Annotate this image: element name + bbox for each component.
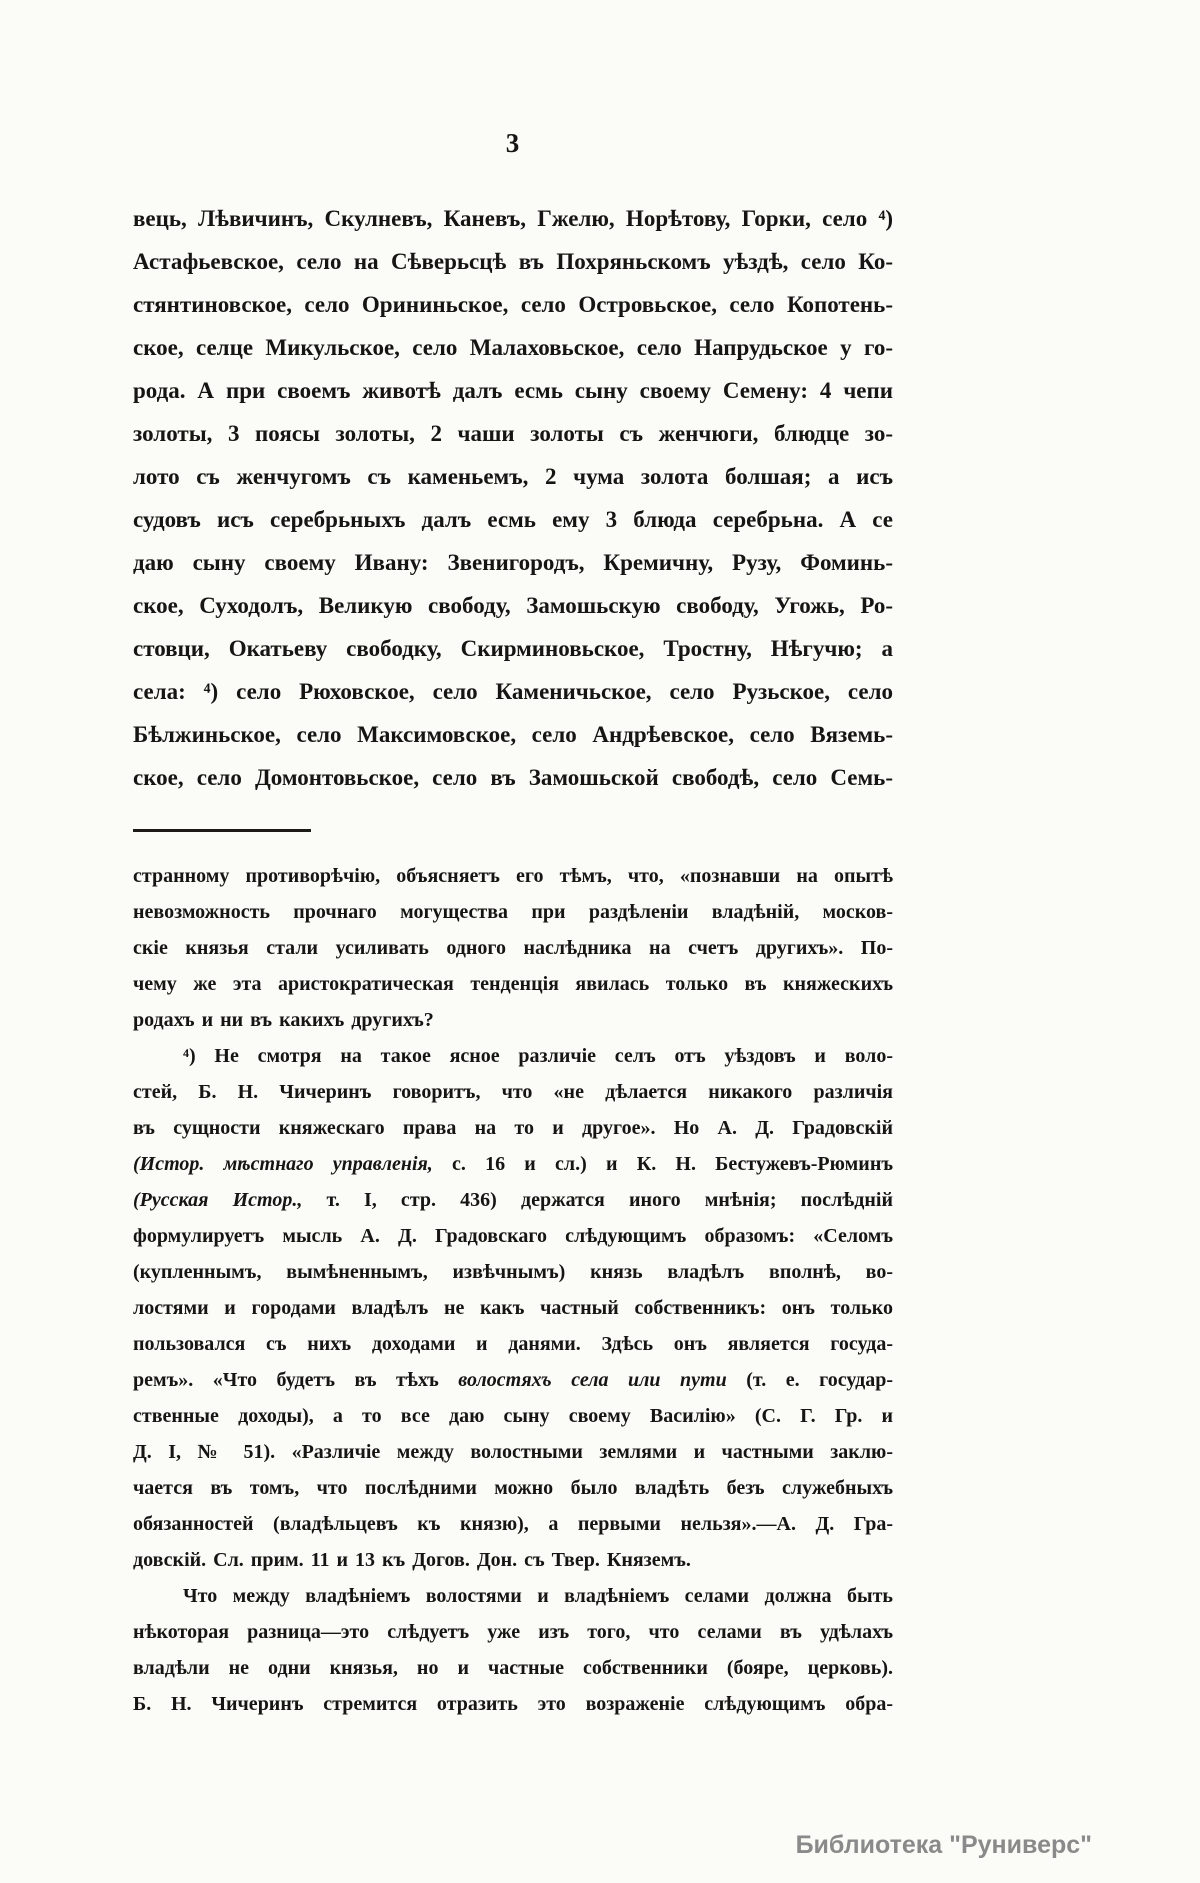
text-line: ское, Суходолъ, Великую свободу, Замошьскую свободу, Угожь, Ро- — [133, 593, 893, 618]
text-line: довскій. Сл. прим. 11 и 13 къ Догов. Дон. съ Твер. Княземъ. — [133, 1549, 691, 1571]
text-line: скіе князья стали усиливать одного наслѣдника на счетъ другихъ». По- — [133, 937, 893, 959]
footnote-paragraph — [133, 1038, 893, 1578]
text-line: стовци, Окатьеву свободку, Скирминовьское, Тростну, Нѣгучю; а — [133, 636, 893, 661]
text-line: ское, село Домонтовьское, село въ Замошьской свободѣ, село Семь- — [133, 765, 893, 790]
text-column — [133, 0, 893, 1722]
text-line: ремъ». «Что будетъ въ тѣхъ волостяхъ села или пути (т. е. государ- — [133, 1369, 893, 1391]
footnote-paragraph — [133, 858, 893, 1038]
text-line: родахъ и ни въ какихъ другихъ? — [133, 1009, 434, 1031]
text-line: стей, Б. Н. Чичеринъ говоритъ, что «не дѣлается никакого различія — [133, 1081, 893, 1103]
text-line: въ сущности княжескаго права на то и другое». Но А. Д. Градовскій — [133, 1117, 893, 1139]
text-line: лото съ женчугомъ съ каменьемъ, 2 чума золота болшая; а исъ — [133, 464, 893, 489]
text-line: судовъ исъ серебрьныхъ далъ есмь ему 3 блюда серебрьна. А се — [133, 507, 893, 532]
footnote-separator — [133, 829, 311, 832]
text-line: вець, Лѣвичинъ, Скулневъ, Каневъ, Гжелю, Норѣтову, Горки, село ⁴) — [133, 206, 893, 231]
text-line: стянтиновское, село Орининьское, село Островьское, село Копотень- — [133, 292, 893, 317]
text-line: Что между владѣніемъ волостями и владѣніемъ селами должна быть — [183, 1585, 893, 1607]
text-line: ⁴) Не смотря на такое ясное различіе селъ отъ уѣздовъ и воло- — [183, 1045, 893, 1067]
text-line: золоты, 3 поясы золоты, 2 чаши золоты съ женчюги, блюдце зо- — [133, 421, 893, 446]
text-line: чему же эта аристократическая тенденція явилась только въ княжескихъ — [133, 973, 893, 995]
text-line: Д. I, № 51). «Различіе между волостными землями и частными заклю- — [133, 1441, 893, 1463]
text-line: Бѣлжиньское, село Максимовское, село Андрѣевское, село Вяземь- — [133, 722, 893, 747]
text-line: ственные доходы), а то все даю сыну своему Василію» (С. Г. Гр. и — [133, 1405, 893, 1427]
text-line: формулируетъ мысль А. Д. Градовскаго слѣдующимъ образомъ: «Селомъ — [133, 1225, 893, 1247]
footnotes-block — [133, 858, 893, 1722]
text-line: невозможность прочнаго могущества при раздѣленіи владѣній, москов- — [133, 901, 893, 923]
text-line: (купленнымъ, вымѣненнымъ, извѣчнымъ) князь владѣлъ вполнѣ, во- — [133, 1261, 893, 1283]
text-line: нѣкоторая разница—это слѣдуетъ уже изъ того, что селами въ удѣлахъ — [133, 1621, 893, 1643]
text-line: ское, селце Микульское, село Малаховьское, село Напрудьское у го- — [133, 335, 893, 360]
page-number: 3 — [505, 128, 521, 158]
text-line: рода. А при своемъ животѣ далъ есмь сыну своему Семену: 4 чепи — [133, 378, 893, 403]
text-line: (Русская Истор., т. I, стр. 436) держатся иного мнѣнія; послѣдній — [133, 1189, 894, 1211]
text-line: села: ⁴) село Рюховское, село Каменичьское, село Рузьское, село — [133, 679, 893, 704]
text-line: (Истор. мѣстнаго управленія, с. 16 и сл.) и К. Н. Бестужевъ-Рюминъ — [133, 1153, 893, 1175]
text-line: владѣли не одни князья, но и частные собственники (бояре, церковь). — [133, 1657, 893, 1679]
text-line: Б. Н. Чичеринъ стремится отразить это возраженіе слѣдующимъ обра- — [133, 1693, 893, 1715]
text-line: странному противорѣчію, объясняетъ его тѣмъ, что, «познавши на опытѣ — [133, 865, 893, 887]
text-line: Астафьевское, село на Сѣверьсцѣ въ Похряньскомъ уѣздѣ, село Ко- — [133, 249, 893, 274]
text-line: лостями и городами владѣлъ не какъ частный собственникъ: онъ только — [133, 1297, 893, 1319]
text-line: чается въ томъ, что послѣдними можно было владѣть безъ служебныхъ — [133, 1477, 893, 1499]
text-line: даю сыну своему Ивану: Звенигородъ, Кремичну, Рузу, Фоминь- — [133, 550, 893, 575]
main-text-block — [133, 197, 893, 799]
library-watermark: Библиотека "Руниверс" — [795, 1831, 1092, 1859]
footnote-paragraph — [133, 1578, 893, 1722]
text-line: пользовался съ нихъ доходами и данями. Здѣсь онъ является госуда- — [133, 1333, 893, 1355]
text-line: обязанностей (владѣльцевъ къ князю), а первыми нельзя».—А. Д. Гра- — [133, 1513, 893, 1535]
